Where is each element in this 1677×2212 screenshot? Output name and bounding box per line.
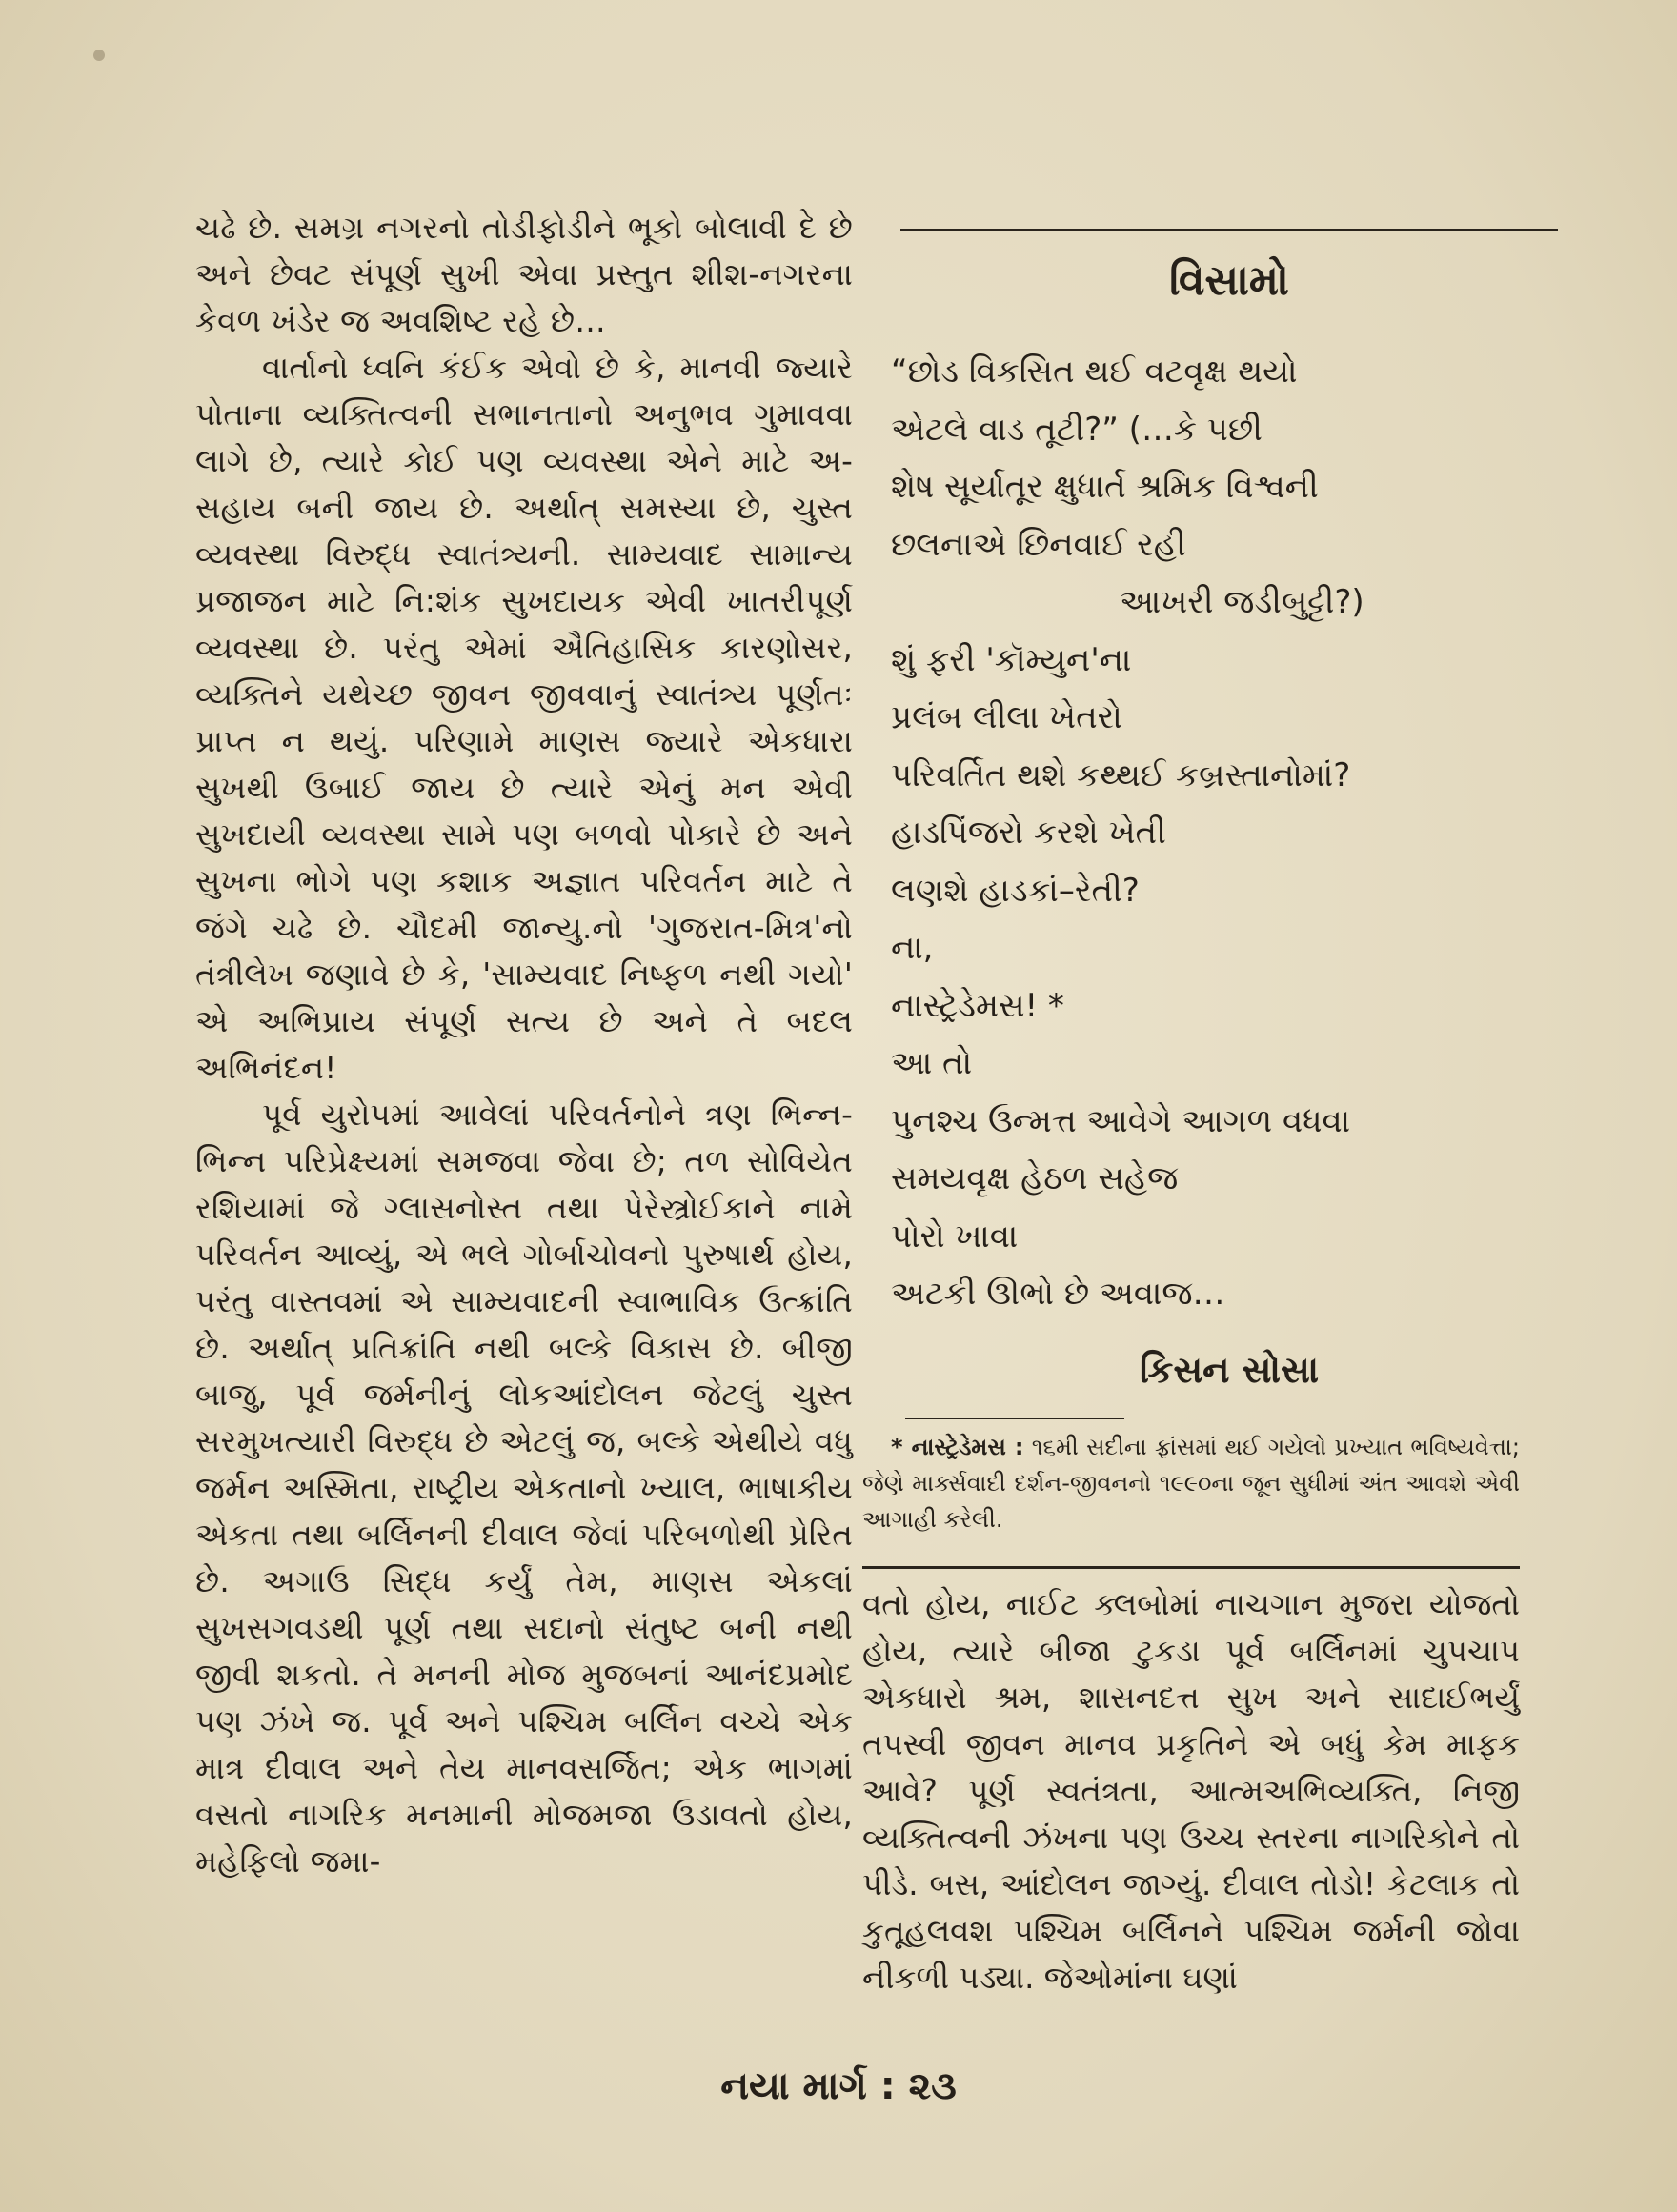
footnote-lead: * નાસ્ટ્રેડેમસ : [891, 1434, 1024, 1460]
left-paragraph-2: વાર્તાનો ધ્વનિ કંઈક એવો છે કે, માનવી જ્યારે પોતાના વ્યક્તિત્વની સભાનતાનો અનુભવ ગુમાવવા લાગે છે, ત્યારે કોઈ પણ વ્યવસ્થા એને માટે અ-સહાય બની જાય છે. અર્થાત્ સમસ્યા છે, ચુસ્ત વ્યવસ્થા વિરુદ્ધ સ્વાતંત્ર્યની. સામ્યવાદ સામાન્ય પ્રજાજન માટે નિ:શંક સુખદાયક એવી ખાતરીપૂર્ણ વ્યવસ્થા છે. પરંતુ એમાં ઐતિહાસિક કારણોસર, વ્યક્તિને યથેચ્છ જીવન જીવવાનું સ્વાતંત્ર્ય પૂર્ણતઃ પ્રાપ્ત ન થયું. પરિણામે માણસ જ્યારે એકધારા સુખથી ઉબાઈ જાય છે ત્યારે એનું મન એવી સુખદાયી વ્યવસ્થા સામે પણ બળવો પોકારે છે અને સુખના ભોગે પણ કશાક અજ્ઞાત પરિવર્તન માટે તે જંગે ચઢે છે. ચૌદમી જાન્યુ.નો 'ગુજરાત-મિત્ર'નો તંત્રીલેખ જણાવે છે કે, 'સામ્યવાદ નિષ્ફળ નથી ગયો' એ અભિપ્રાય સંપૂર્ણ સત્ય છે અને તે બદલ અભિનંદન! [195, 350, 853, 1086]
paper-speck [93, 50, 105, 61]
right-paragraph: વતો હોય, નાઈટ ક્લબોમાં નાચગાન મુજરા યોજતો હોય, ત્યારે બીજા ટુકડા પૂર્વ બર્લિનમાં ચુપચાપ એકધારો શ્રમ, શાસનદત્ત સુખ અને સાદાઈભર્યું તપસ્વી જીવન માનવ પ્રકૃતિને એ બધું કેમ માફક આવે? પૂર્ણ સ્વતંત્રતા, આત્મઅભિવ્યક્તિ, નિજી વ્યક્તિત્વની ઝંખના પણ ઉચ્ચ સ્તરના નાગરિકોને તો પીડે. બસ, આંદોલન જાગ્યું. દીવાલ તોડો! કેટલાક તો કુતૂહલવશ પશ્ચિમ બર્લિનને પશ્ચિમ જર્મની જોવા નીકળી પડ્યા. જેઓમાંના ઘણાં [862, 1586, 1520, 1996]
poem-line: લણશે હાડકાં–રેતી? [891, 871, 1140, 910]
poem-line: આખરી જડીબુટ્ટી?) [1120, 583, 1364, 621]
footnote-bottom-rule [862, 1566, 1520, 1569]
poem-line: નાસ્ટ્રેડેમસ! * [891, 986, 1064, 1025]
poem-title: વિસામો [1169, 256, 1289, 305]
poem-line: સમયવૃક્ષ હેઠળ સહેજ [891, 1159, 1179, 1197]
footnote-rule [905, 1418, 1124, 1419]
poem-line: એટલે વાડ તૂટી?” (…કે પછી [891, 410, 1263, 449]
poem-line: પોરો ખાવા [891, 1217, 1019, 1256]
poem-line: પરિવર્તિત થશે કથ્થઈ કબ્રસ્તાનોમાં? [891, 755, 1351, 794]
poem-line: અટકી ઊભો છે અવાજ… [891, 1275, 1225, 1313]
left-column [195, 205, 853, 1885]
poem-top-rule [900, 229, 1558, 231]
poem-author: કિસન સોસા [1139, 1349, 1320, 1391]
poem-line: પ્રલંબ લીલા ખેતરો [891, 698, 1122, 736]
left-paragraph-1: ચઢે છે. સમગ્ર નગરનો તોડીફોડીને ભૂકો બોલાવી દે છે અને છેવટ સંપૂર્ણ સુખી એવા પ્રસ્તુત શીશ-નગરના કેવળ ખંડેર જ અવશિષ્ટ રહે છે… [195, 210, 853, 339]
poem-line: ના, [891, 929, 934, 967]
footnote [862, 1429, 1520, 1538]
footnote-text: ૧૬મી સદીના ફ્રાંસમાં થઈ ગયેલો પ્રખ્યાત ભવિષ્યવેત્તા; જેણે માર્ક્સવાદી દર્શન-જીવનનો ૧૯૯૦ના જૂન સુધીમાં અંત આવશે એવી આગાહી કરેલી. [862, 1434, 1520, 1533]
poem-line: આ તો [891, 1044, 973, 1082]
poem-line: શેષ સૂર્યાતૂર ક્ષુધાર્ત શ્રમિક વિશ્વની [891, 468, 1319, 506]
poem-line: શું ફરી 'કૉમ્યુન'ના [891, 640, 1132, 679]
poem-line: છલનાએ છિનવાઈ રહી [891, 525, 1186, 564]
right-column [862, 1581, 1520, 2001]
poem-body [891, 343, 1558, 1323]
left-paragraph-3: પૂર્વ યુરોપમાં આવેલાં પરિવર્તનોને ત્રણ ભિન્ન-ભિન્ન પરિપ્રેક્ષ્યમાં સમજવા જેવા છે; તળ સોવિયેત રશિયામાં જે ગ્લાસનોસ્ત તથા પેરેસ્ત્રોઈકાને નામે પરિવર્તન આવ્યું, એ ભલે ગોર્બાચોવનો પુરુષાર્થ હોય, પરંતુ વાસ્તવમાં એ સામ્યવાદની સ્વાભાવિક ઉત્ક્રાંતિ છે. અર્થાત્ પ્રતિક્રાંતિ નથી બલ્કે વિકાસ છે. બીજી બાજુ, પૂર્વ જર્મનીનું લોકઆંદોલન જેટલું ચુસ્ત સરમુખત્યારી વિરુદ્ધ છે એટલું જ, બલ્કે એથીયે વધુ જર્મન અસ્મિતા, રાષ્ટ્રીય એકતાનો ખ્યાલ, ભાષાકીય એકતા તથા બર્લિનની દીવાલ જેવાં પરિબળોથી પ્રેરિત છે. અગાઉ સિદ્ધ કર્યું તેમ, માણસ એકલાં સુખસગવડથી પૂર્ણ તથા સદાનો સંતુષ્ટ બની નથી જીવી શકતો. તે મનની મોજ મુજબનાં આનંદપ્રમોદ પણ ઝંખે જ. પૂર્વ અને પશ્ચિમ બર્લિન વચ્ચે એક માત્ર દીવાલ અને તેય માનવસર્જિત; એક ભાગમાં વસતો નાગરિક મનમાની મોજમજા ઉડાવતો હોય, મહેફિલો જમા- [195, 1096, 853, 1880]
page-footer: નયા માર્ગ : ૨૩ [720, 2064, 957, 2108]
poem-line: પુનશ્ચ ઉન્મત્ત આવેગે આગળ વધવા [891, 1101, 1351, 1140]
poem-line: હાડપિંજરો કરશે ખેતી [891, 814, 1166, 852]
poem-line: “છોડ વિકસિત થઈ વટવૃક્ષ થયો [891, 352, 1298, 391]
